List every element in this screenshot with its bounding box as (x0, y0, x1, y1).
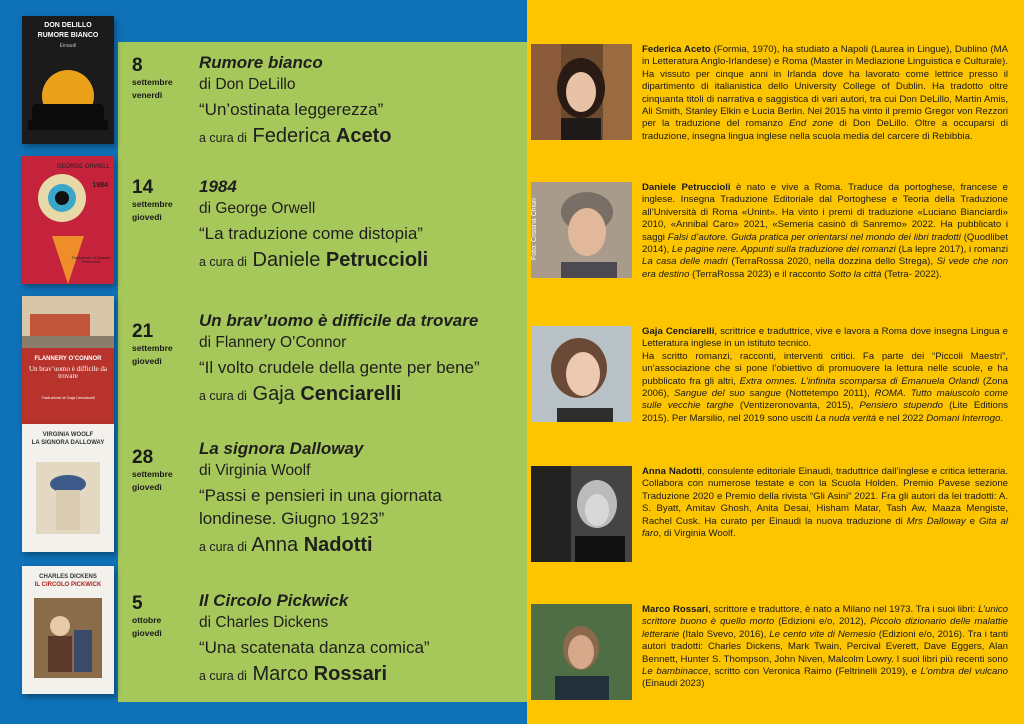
curator-first: Gaja (252, 383, 295, 405)
event-title: Il Circolo Pickwick (199, 591, 349, 610)
curator-first: Daniele (252, 249, 321, 271)
book-title: LA SIGNORA DALLOWAY (31, 440, 105, 446)
bio-daniele-petruccioli: Daniele Petruccioli è nato e vive a Roma. Traduce da portoghese, francese e inglese. Insegna Traduzione Editoriale dal Portoghese e Teoria della Traduzione all’Università di Roma «Unint». Ha vinto i premi di traduzione «Luciano Bianciardi» 2010, «Annibal Caro» 2021, «Semeria casinò di Sanremo» 2022. Ha pubblicato i saggi Falsi d’autore. Guida pratica per orientarsi nel mondo dei libri tradotti (Quodlibet 2014), Le pagine nere. Appunti sulla traduzione dei romanzi (La lepre 2017), i romanzi La casa delle madri (TerraRossa 2020, nella dozzina dello Strega), Si vede che non era destino (TerraRossa 2023) e il racconto Sotto la città (Tetra- 2022). (642, 182, 1008, 280)
book-cover-circolo-pickwick (22, 566, 114, 694)
book-title: Un brav’uomo è difficile da trovare (28, 365, 107, 381)
event-curator (199, 381, 529, 409)
event-curator (199, 247, 529, 275)
photo-credit: Foto: Cristina Chiuri (531, 198, 538, 260)
book-title: IL CIRCOLO PICKWICK (34, 582, 102, 588)
curator-prefix: a cura di (199, 669, 247, 683)
event-brav-uomo (199, 310, 529, 409)
photo-daniele-petruccioli (531, 182, 632, 278)
curator-last: Aceto (335, 125, 392, 147)
event-author: di George Orwell (199, 200, 316, 217)
bio-anna-nadotti: Anna Nadotti, consulente editoriale Einaudi, traduttrice dall’inglese e critica letteraria. Collabora con numerose testate e con la Scuola Holden. Premio Pavese sezione Traduzione 2020 e Premio della rivista “Gli Asini” 2021. Fra gli autori da lei tradotti: A. S. Byatt, Amitav Ghosh, Anita Desai, Hisham Matar, Tash Aw, Maaza Mengiste, Rachel Cusk. Ha curato per Einaudi la nuova traduzione di Mrs Dalloway e Gita al faro, di Virginia Woolf. (642, 466, 1009, 540)
event-author: di Don DeLillo (199, 76, 296, 93)
book-note: Traduzione di Daniele Petruccioli (71, 255, 111, 265)
book-publisher: Einaudi (59, 43, 77, 49)
book-title: RUMORE BIANCO (37, 32, 99, 39)
curator-prefix: a cura di (199, 389, 247, 403)
event-quote: “Una scatenata danza comica” (199, 638, 430, 657)
event-title: 1984 (199, 177, 237, 196)
photo-gaja-cenciarelli (531, 326, 632, 422)
curator-first: Anna (251, 534, 299, 556)
book-note: Traduzione di Gaja Cenciarelli (41, 395, 95, 400)
book-author: GEORGE ORWELL (56, 164, 110, 170)
book-author: FLANNERY O’CONNOR (34, 356, 102, 362)
curator-last: Cenciarelli (300, 383, 402, 405)
date-month: settembre (132, 199, 173, 209)
date-weekday: venerdì (132, 90, 163, 100)
event-signora-dalloway (199, 438, 489, 560)
event-title: La signora Dalloway (199, 439, 364, 458)
event-rumore-bianco (199, 52, 529, 151)
date-month: ottobre (132, 615, 162, 625)
book-author: CHARLES DICKENS (39, 574, 97, 580)
curator-first: Marco (252, 663, 309, 685)
curator-prefix: a cura di (199, 540, 247, 554)
portrait-image (531, 44, 632, 140)
bio-federica-aceto: Federica Aceto (Formia, 1970), ha studiato a Napoli (Laurea in Lingue), Dublino (MA in Letteratura Anglo-Irlandese) e Roma (Master in Mediazione Linguistica e Culturale). Ha vissuto per cinque anni in Irlanda dove ha lavorato come lettrice presso il dipartimento di italianistica dello University College of Dublin. Ha tradotto oltre cinquanta titoli di narrativa e saggistica di vari autori, tra cui Don DeLillo, Martin Amis, Ali Smith, Stanley Elkin e Lucia Berlin. Nel 2015 ha vinto il premio Gregor von Rezzori per la traduzione del romanzo End zone di Don DeLillo. Oltre a occuparsi di traduzione, insegna lingua inglese nella scuola media del carcere di Rebibbia. (642, 44, 1009, 142)
event-title: Rumore bianco (199, 53, 323, 72)
bio-gaja-cenciarelli: Gaja Cenciarelli, scrittrice e traduttrice, vive e lavora a Roma dove insegna Lingua e Letteratura inglese in un istituto tecnico. Ha scritto romanzi, racconti, interventi critici. Fa parte dei “Piccoli Maestri”, un’associazione che si pone l’obiettivo di promuovere la lettura nelle scuole, e ha pubblicato fra gli altri, Extra omnes. L’infinita scomparsa di Emanuela Orlandi (Zona 2006), Sangue del suo sangue (Nottetempo 2011), ROMA. Tutto maiuscolo come sulle vecchie targhe (Ventizeronovanta, 2015), Pensiero stupendo (Lite Editions 2015). Per Marsilio, nel 2019 sono usciti La nuda verità e nel 2022 Domani Interrogo. (642, 326, 1009, 424)
curator-prefix: a cura di (199, 255, 247, 269)
date-month: settembre (132, 77, 173, 87)
event-date (132, 322, 173, 368)
curator-prefix: a cura di (199, 131, 247, 145)
date-weekday: giovedì (132, 482, 162, 492)
event-author: di Charles Dickens (199, 614, 329, 631)
event-author: di Virginia Woolf (199, 462, 311, 479)
cover-art (22, 156, 114, 284)
curator-last: Rossari (313, 663, 388, 685)
date-weekday: giovedì (132, 628, 162, 638)
book-cover-1984 (22, 156, 114, 284)
event-1984 (199, 176, 529, 275)
event-curator (199, 532, 489, 560)
curator-first: Federica (252, 125, 331, 147)
date-weekday: giovedì (132, 356, 162, 366)
event-curator (199, 123, 529, 151)
photo-anna-nadotti (531, 466, 632, 562)
event-curator (199, 661, 529, 689)
date-day: 8 (132, 55, 143, 76)
date-month: settembre (132, 343, 173, 353)
event-quote: “La traduzione come distopia” (199, 224, 423, 243)
portrait-image (531, 326, 632, 422)
date-weekday: giovedì (132, 212, 162, 222)
photo-marco-rossari (531, 604, 632, 700)
book-cover-brav-uomo (22, 296, 114, 424)
portrait-image (531, 182, 632, 278)
bio-marco-rossari: Marco Rossari, scrittore e traduttore, è nato a Milano nel 1973. Tra i suoi libri: L’unico scrittore buono è quello morto (Edizioni e/o, 2012), Piccolo dizionario delle malattie letterarie (Italo Svevo, 2016), Le cento vite di Nemesio (Edizioni e/o, 2016). Tra i tanti autori tradotti: Charles Dickens, Mark Twain, Percival Everett, Dave Eggers, Alan Bennett, Hunter S. Thompson, John Niven, Malcolm Lowry. I suoi libri più recenti sono Le bambinacce, scritto con Veronica Raimo (Feltrinelli 2019), e L’ombra del vulcano (Einaudi 2023) (642, 604, 1008, 690)
date-day: 21 (132, 321, 154, 342)
photo-federica-aceto (531, 44, 632, 140)
portrait-image (531, 604, 632, 700)
date-month: settembre (132, 469, 173, 479)
curator-last: Petruccioli (325, 249, 429, 271)
event-quote: “Un’ostinata leggerezza” (199, 100, 384, 119)
book-title: 1984 (92, 182, 108, 189)
book-cover-rumore-bianco (22, 16, 114, 144)
curator-last: Nadotti (303, 534, 373, 556)
event-quote: “Il volto crudele della gente per bene” (199, 358, 480, 377)
portrait-image (531, 466, 632, 562)
event-date (132, 448, 173, 494)
event-author: di Flannery O’Connor (199, 334, 347, 351)
event-circolo-pickwick (199, 590, 529, 689)
date-day: 5 (132, 593, 143, 614)
date-day: 14 (132, 177, 154, 198)
event-date (132, 178, 173, 224)
book-cover-signora-dalloway (22, 424, 114, 552)
book-author: VIRGINIA WOOLF (42, 432, 94, 438)
date-day: 28 (132, 447, 154, 468)
event-date (132, 56, 173, 102)
event-title: Un brav’uomo è difficile da trovare (199, 311, 479, 330)
event-date (132, 594, 162, 640)
event-quote: “Passi e pensieri in una giornata londinese. Giugno 1923” (199, 486, 442, 528)
book-author: DON DELILLO (44, 22, 92, 29)
